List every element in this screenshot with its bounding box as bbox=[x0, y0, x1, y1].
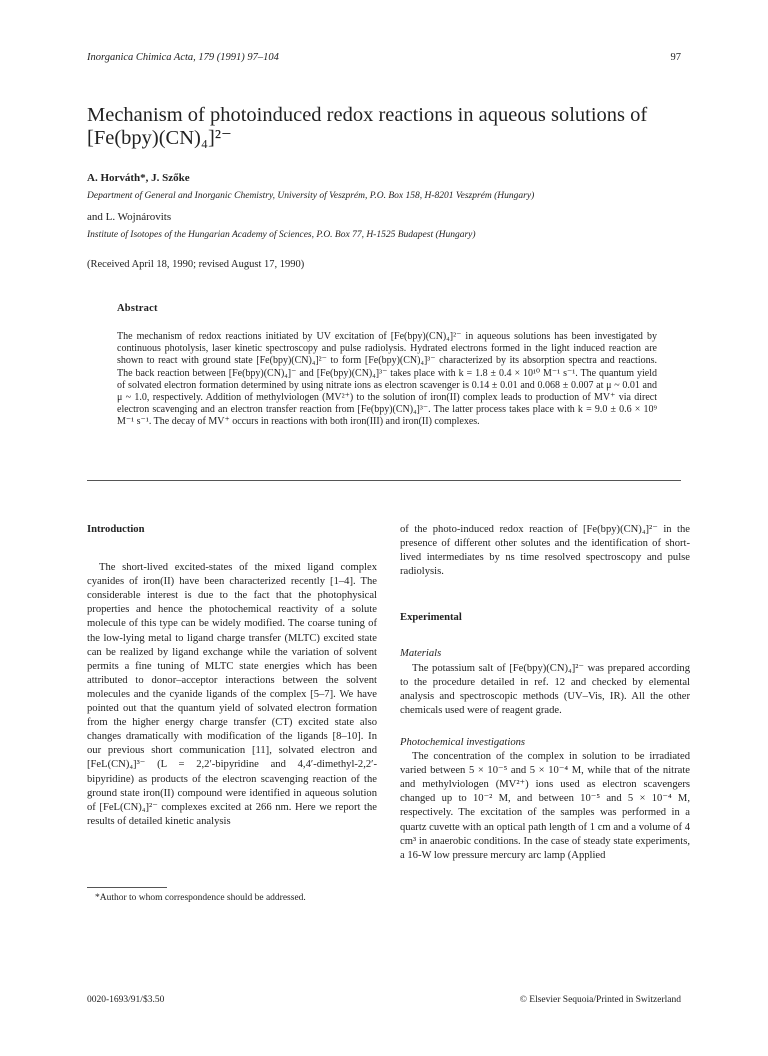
photochemical-heading: Photochemical investigations bbox=[400, 736, 526, 748]
copyright-notice: © Elsevier Sequoia/Printed in Switzerland bbox=[519, 995, 681, 1005]
footnote-divider bbox=[87, 887, 167, 888]
materials-paragraph: The potassium salt of [Fe(bpy)(CN)₄]²⁻ was prepared according to the procedure detailed in ref. 12 and checked by elemental analysis and spectroscopic methods (UV–Vis, IR). All the other chemicals used were of reagent grade. bbox=[400, 662, 690, 716]
experimental-heading: Experimental bbox=[400, 612, 462, 624]
title-line-1: Mechanism of photoinduced redox reactions in aqueous solutions of bbox=[87, 104, 648, 126]
introduction-heading: Introduction bbox=[87, 524, 145, 535]
right-column bbox=[400, 523, 690, 863]
author-group-2: and L. Wojnárovits bbox=[87, 211, 172, 223]
affiliation-1: Department of General and Inorganic Chemistry, University of Veszprém, P.O. Box 158, H-8201 Veszprém (Hungary) bbox=[87, 191, 535, 201]
affiliation-2: Institute of Isotopes of the Hungarian Academy of Sciences, P.O. Box 77, H-1525 Budapest (Hungary) bbox=[87, 230, 476, 240]
author-footnote: *Author to whom correspondence should be addressed. bbox=[95, 893, 306, 903]
photochemical-paragraph: The concentration of the complex in solution to be irradiated varied between 5 × 10⁻⁵ and 5 × 10⁻⁴ M, while that of the nitrate and methylviologen (MV²⁺) ions used as electron scavengers changed up to 10⁻² M, and between 10⁻⁵ and 5 × 10⁻⁴ M, respectively. The excitation of the samples was performed in a quartz cuvette with an optical path length of 1 cm and a volume of 4 cm³ in anaerobic conditions. In the case of steady state experiments, a 16-W low pressure mercury arc lamp (Applied bbox=[400, 751, 690, 861]
issn-code: 0020-1693/91/$3.50 bbox=[87, 995, 165, 1005]
left-column bbox=[87, 523, 377, 829]
journal-citation: Inorganica Chimica Acta, 179 (1991) 97–104 bbox=[87, 52, 279, 63]
abstract-text: The mechanism of redox reactions initiated by UV excitation of [Fe(bpy)(CN)₄]²⁻ in aqueous solutions has been investigated by continuous photolysis, laser kinetic spectroscopy and pulse radiolysis. Hydrated electrons formed in the light induced reaction are shown to react with ground state [Fe(bpy)(CN)₄]²⁻ to form [Fe(bpy)(CN)₄]³⁻ characterized by its absorption spectra and reactions. The back reaction between [Fe(bpy)(CN)₄]⁻ and [Fe(bpy)(CN)₄]³⁻ takes place with k = 1.8 ± 0.4 × 10¹⁰ M⁻¹ s⁻¹. The quantum yield of solvated electron formation determined by using nitrate ions as electron scavenger is 0.14 ± 0.01 and 0.068 ± 0.007 at μ ~ 0.01 and μ ~ 1.0, respectively. Addition of methylviologen (MV²⁺) to the solution of iron(II) complex leads to production of MV⁺ via direct electron scavenging and an electron transfer reaction from [Fe(bpy)(CN)₄]³⁻. The latter process takes place with k = 9.0 ± 0.6 × 10⁹ M⁻¹ s⁻¹. The decay of MV⁺ occurs in reactions with both iron(III) and iron(II) complexes. bbox=[117, 331, 657, 428]
abstract-heading: Abstract bbox=[117, 303, 158, 314]
introduction-continued: of the photo-induced redox reaction of [Fe(bpy)(CN)₄]²⁻ in the presence of different other solutes and the identification of short-lived intermediates by ns time resolved spectroscopy and pulse radiolysis. bbox=[400, 524, 690, 578]
paper-title bbox=[87, 104, 687, 150]
section-divider bbox=[87, 480, 681, 481]
author-group-1: A. Horváth*, J. Szőke bbox=[87, 172, 190, 184]
materials-heading: Materials bbox=[400, 648, 442, 660]
received-date: (Received April 18, 1990; revised August 17, 1990) bbox=[87, 259, 305, 270]
introduction-paragraph: The short-lived excited-states of the mixed ligand complex cyanides of iron(II) have been characterized recently [1–4]. The considerable interest is due to the fact that the photophysical properties and hence the photochemical reactivity of a solute molecule of this type can be widely modified. The coarse tuning of the low-lying metal to ligand charge transfer (MLTC) excited state can be realized by ligand exchange while the variation of solvent permits a fine tuning of MLTC state energies which has been attributed to donor–acceptor interactions between the solvent molecules and the cyanide ligands of the complex [5–7]. We have pointed out that the quantum yield of solvated electron formation from the higher energy charge transfer (CT) excited state also changes dramatically with modification of the ligands [8–10]. In our previous short communication [11], solvated electron and [FeL(CN)₄]³⁻ (L = 2,2′-bipyridine and 4,4′-dimethyl-2,2′-bipyridine) as products of the electron scavenging reaction of the ground state iron(II) compound were identified in aqueous solution of [FeL(CN)₄]²⁻ complexes excited at 266 nm. Here we report the results of detailed kinetic analysis bbox=[87, 562, 377, 827]
page-number: 97 bbox=[670, 52, 681, 63]
title-line-2: [Fe(bpy)(CN)₄]²⁻ bbox=[87, 127, 232, 149]
